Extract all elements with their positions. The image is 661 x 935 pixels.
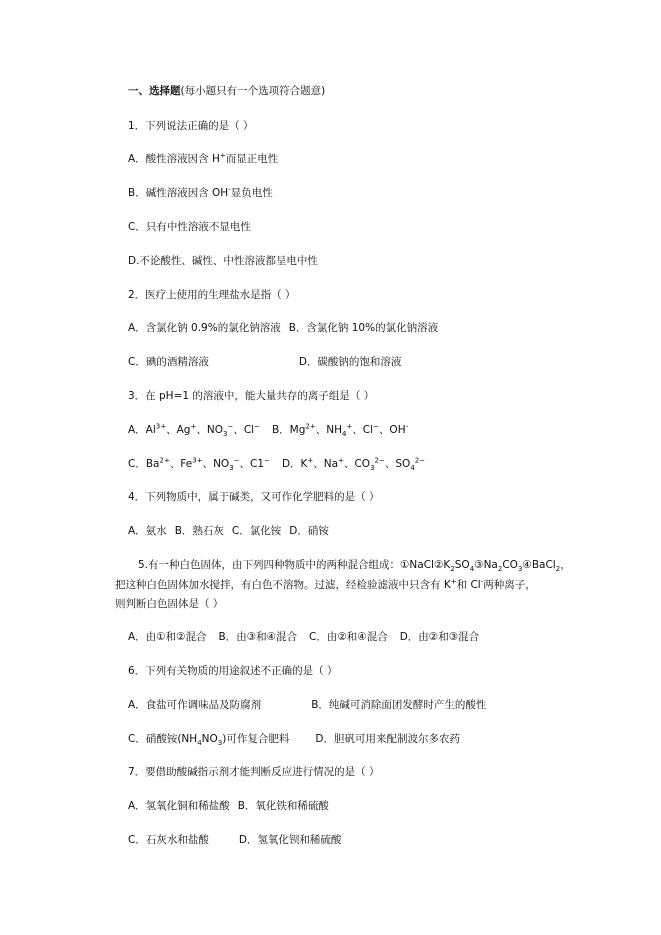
q3-options-ab — [128, 423, 408, 437]
q6-option-a: A．食盐可作调味品及防腐剂 — [128, 699, 262, 711]
question-3-stem: 3．在 pH=1 的溶液中，能大量共存的离子组是（ ） — [128, 390, 375, 402]
q5-option-c: C．由②和④混合 — [309, 631, 388, 643]
q4-option-d: D．硝铵 — [289, 525, 329, 537]
q4-option-a: A．氨水 — [128, 525, 167, 537]
q1-option-d: D.不论酸性、碱性、中性溶液都呈电中性 — [128, 255, 318, 267]
question-5-stem-line2: 把这种白色固体加水搅拌，有白色不溶物。过滤，经检验滤液中只含有 K+和 Cl-两种离子， — [115, 577, 536, 591]
q1-option-b: B．碱性溶液因含 OH-显负电性 — [128, 185, 273, 199]
q6-options-ab — [128, 698, 486, 712]
q6-option-b: B．纯碱可消除面团发酵时产生的酸性 — [311, 699, 487, 711]
question-4-stem: 4．下列物质中，属于碱类，又可作化学肥料的是（ ） — [128, 491, 380, 503]
q3-option-b: B．$Mg^{2+}$、$NH_4^+$、Cl−、OH- — [271, 422, 409, 439]
q6-option-c: C．硝酸铵$(NH_4NO_3)$可作复合肥料 — [128, 733, 290, 748]
question-1-stem: 1．下列说法正确的是（ ） — [128, 120, 254, 132]
q2-options-cd — [128, 355, 401, 369]
q4-options — [128, 524, 329, 538]
section-note: (每小题只有一个选项符合题意) — [180, 85, 326, 97]
question-2-stem: 2．医疗上使用的生理盐水是指（ ） — [128, 289, 296, 301]
q1-option-c: C．只有中性溶液不显电性 — [128, 221, 251, 233]
q7-options-ab — [128, 799, 329, 813]
q5-option-a: A．由①和②混合 — [128, 631, 207, 643]
question-5-stem-line1: 5.有一种白色固体，由下列四种物质中的两种混合组成：$①NaCl②K_2SO_4③Na_2CO_3④BaCl_2$， — [138, 559, 571, 574]
q4-option-b: B．熟石灰 — [174, 525, 224, 537]
q7-option-b: B．氧化铁和稀硫酸 — [237, 800, 329, 812]
q3-option-d: D．K+、Na+、$CO_3^{2-}$、$SO_4^{2-}$ — [281, 456, 426, 473]
q7-option-d: D．氢氧化钡和稀硫酸 — [238, 834, 342, 846]
section-header — [128, 84, 325, 98]
q2-options-ab — [128, 321, 438, 335]
q3-option-c: C．$Ba^{2+}$、$Fe^{3+}$、$NO_3^-$、C1− — [128, 456, 270, 473]
q7-option-a: A．氢氧化铜和稀盐酸 — [128, 800, 230, 812]
q5-options — [128, 630, 479, 644]
q6-option-d: D．胆矾可用来配制波尔多农药 — [315, 733, 460, 745]
q2-option-c: C．碘的酒精溶液 — [128, 356, 209, 368]
section-title: 一、选择题 — [128, 85, 181, 97]
q2-option-a: A．含氯化钠 0.9%的氯化钠溶液 — [128, 322, 281, 334]
q7-options-cd — [128, 833, 341, 847]
question-6-stem: 6．下列有关物质的用途叙述不正确的是（ ） — [128, 665, 338, 677]
q3-options-cd — [128, 457, 425, 471]
q6-options-cd — [128, 732, 460, 746]
q4-option-c: C．氯化铵 — [231, 525, 282, 537]
q2-option-d: D．碳酸钠的饱和溶液 — [298, 356, 402, 368]
q2-option-b: B．含氯化钠 10%的氯化钠溶液 — [288, 322, 439, 334]
q5-option-b: B．由③和④混合 — [218, 631, 298, 643]
q5-option-d: D．由②和③混合 — [399, 631, 480, 643]
q3-option-a: A．$Al^{3+}$、Ag+、$NO_3^-$、Cl− — [128, 422, 260, 439]
question-5-stem-line3: 则判断白色固体是（ ） — [115, 598, 224, 610]
q7-option-c: C．石灰水和盐酸 — [128, 834, 209, 846]
q1-option-a: A．酸性溶液因含 H+而显正电性 — [128, 151, 279, 165]
question-7-stem: 7．要借助酸碱指示剂才能判断反应进行情况的是（ ） — [128, 766, 380, 778]
